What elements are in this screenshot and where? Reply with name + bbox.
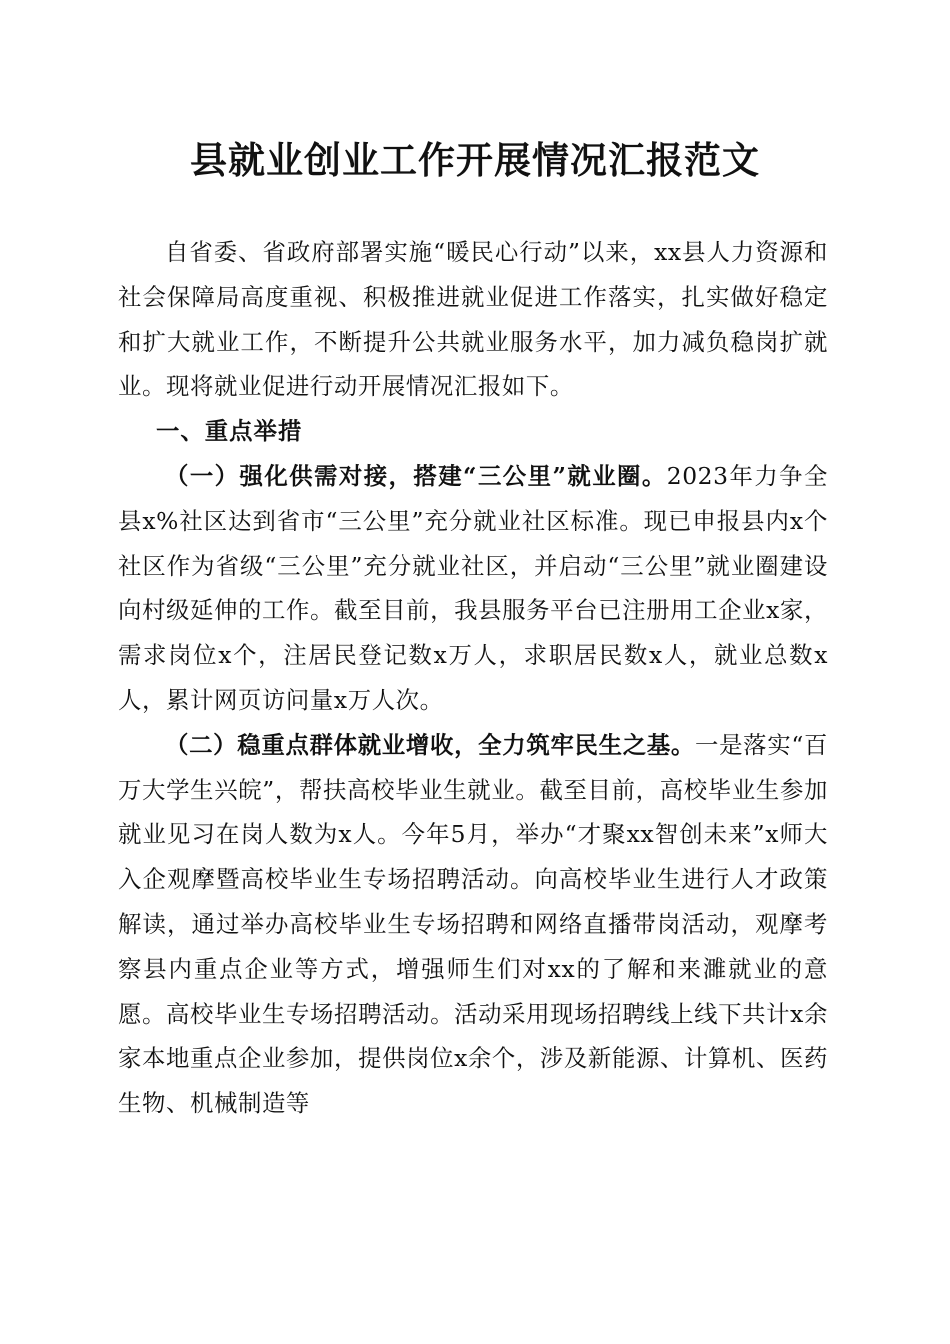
item-lead-1: （一）强化供需对接，搭建“三公里”就业圈。 <box>165 461 667 490</box>
item-text-1: 2023年力争全县x%社区达到省市“三公里”充分就业社区标准。现已申报县内x个社区作为省级“三公里”充分就业社区，并启动“三公里”就业圈建设向村级延伸的工作。截至目前，我县服务平台已注册用工企业x家，需求岗位x个，注居民登记数x万人，求职居民数x人，就业总数x人，累计网页访问量x万人次。 <box>118 461 828 714</box>
item-text-2: 一是落实“百万大学生兴皖”，帮扶高校毕业生就业。截至目前，高校毕业生参加就业见习在岗人数为x人。今年5月，举办“才聚xx智创未来”x师大入企观摩暨高校毕业生专场招聘活动。向高校毕业生进行人才政策解读，通过举办高校毕业生专场招聘和网络直播带岗活动，观摩考察县内重点企业等方式，增强师生们对xx的了解和来濉就业的意愿。高校毕业生专场招聘活动。活动采用现场招聘线上线下共计x余家本地重点企业参加，提供岗位x余个，涉及新能源、计算机、医药生物、机械制造等 <box>118 730 828 1118</box>
item-lead-2: （二）稳重点群体就业增收，全力筑牢民生之基。 <box>165 730 695 759</box>
section-heading: 一、重点举措 <box>156 417 303 446</box>
item-paragraph-2 <box>118 723 828 1126</box>
document-body <box>118 230 828 1126</box>
intro-paragraph: 自省委、省政府部署实施“暖民心行动”以来，xx县人力资源和社会保障局高度重视、积极推进就业促进工作落实，扎实做好稳定和扩大就业工作，不断提升公共就业服务水平，加力减负稳岗扩就业。现将就业促进行动开展情况汇报如下。 <box>118 238 828 401</box>
document-title: 县就业创业工作开展情况汇报范文 <box>190 138 760 182</box>
item-paragraph-1 <box>118 454 828 723</box>
